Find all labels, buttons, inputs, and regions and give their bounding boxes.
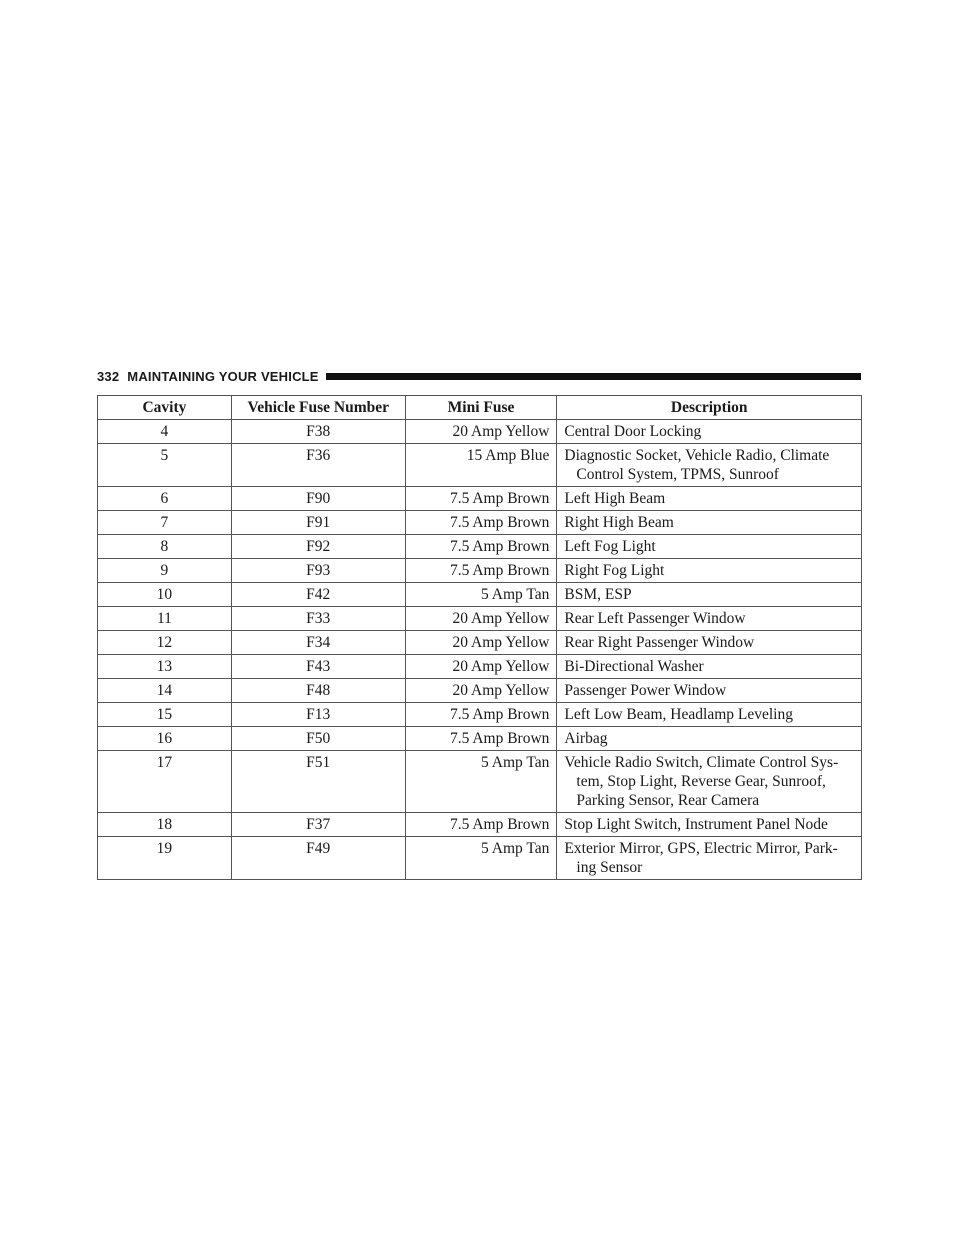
description-cell (557, 751, 862, 813)
fuse-number-cell: F13 (231, 703, 405, 727)
cavity-cell: 19 (98, 837, 232, 880)
description-line: Airbag (564, 730, 608, 747)
table-row (98, 511, 862, 535)
fuse-number-cell: F37 (231, 813, 405, 837)
table-row (98, 487, 862, 511)
description-line: tem, Stop Light, Reverse Gear, Sunroof, (576, 773, 826, 790)
description-line: Central Door Locking (564, 423, 702, 440)
description-cell (557, 703, 862, 727)
fuse-number-cell: F51 (231, 751, 405, 813)
description-line: Parking Sensor, Rear Camera (576, 792, 760, 809)
cavity-cell: 9 (98, 559, 232, 583)
mini-fuse-cell: 7.5 Amp Brown (405, 535, 557, 559)
fuse-number-cell: F91 (231, 511, 405, 535)
cavity-cell: 17 (98, 751, 232, 813)
cavity-cell: 8 (98, 535, 232, 559)
table-row (98, 655, 862, 679)
description-line: Rear Left Passenger Window (564, 610, 746, 627)
fuse-number-cell: F43 (231, 655, 405, 679)
description-cell (557, 837, 862, 880)
description-line: Right High Beam (564, 514, 674, 531)
table-row (98, 679, 862, 703)
mini-fuse-cell: 5 Amp Tan (405, 837, 557, 880)
mini-fuse-cell: 7.5 Amp Brown (405, 511, 557, 535)
cavity-cell: 6 (98, 487, 232, 511)
column-header-mini-fuse: Mini Fuse (405, 396, 557, 420)
header-rule (326, 373, 861, 380)
table-row (98, 813, 862, 837)
description-line: Passenger Power Window (564, 682, 727, 699)
table-row (98, 420, 862, 444)
mini-fuse-cell: 20 Amp Yellow (405, 655, 557, 679)
mini-fuse-cell: 20 Amp Yellow (405, 607, 557, 631)
cavity-cell: 12 (98, 631, 232, 655)
description-cell (557, 444, 862, 487)
fuse-number-cell: F50 (231, 727, 405, 751)
mini-fuse-cell: 20 Amp Yellow (405, 679, 557, 703)
fuse-number-cell: F92 (231, 535, 405, 559)
fuse-number-cell: F38 (231, 420, 405, 444)
mini-fuse-cell: 5 Amp Tan (405, 583, 557, 607)
table-body (98, 420, 862, 880)
fuse-number-cell: F42 (231, 583, 405, 607)
fuse-number-cell: F93 (231, 559, 405, 583)
page-header (97, 367, 861, 385)
description-line: Diagnostic Socket, Vehicle Radio, Climate (564, 447, 830, 464)
column-header-vehicle-fuse-number: Vehicle Fuse Number (231, 396, 405, 420)
fuse-number-cell: F49 (231, 837, 405, 880)
description-line: Left High Beam (564, 490, 666, 507)
fuse-number-cell: F90 (231, 487, 405, 511)
description-cell (557, 511, 862, 535)
cavity-cell: 13 (98, 655, 232, 679)
table-row (98, 837, 862, 880)
cavity-cell: 16 (98, 727, 232, 751)
description-line: Control System, TPMS, Sunroof (576, 466, 779, 483)
mini-fuse-cell: 7.5 Amp Brown (405, 487, 557, 511)
description-line: Vehicle Radio Switch, Climate Control Sys- (564, 754, 839, 771)
table-row (98, 607, 862, 631)
table-row (98, 703, 862, 727)
description-cell (557, 420, 862, 444)
section-title: MAINTAINING YOUR VEHICLE (127, 368, 319, 384)
description-cell (557, 631, 862, 655)
description-cell (557, 487, 862, 511)
cavity-cell: 4 (98, 420, 232, 444)
table-row (98, 444, 862, 487)
table-row (98, 631, 862, 655)
column-header-cavity: Cavity (98, 396, 232, 420)
cavity-cell: 14 (98, 679, 232, 703)
table-row (98, 751, 862, 813)
cavity-cell: 11 (98, 607, 232, 631)
description-cell (557, 679, 862, 703)
description-line: Stop Light Switch, Instrument Panel Node (564, 816, 828, 833)
description-cell (557, 813, 862, 837)
mini-fuse-cell: 5 Amp Tan (405, 751, 557, 813)
fuse-table (97, 395, 862, 880)
fuse-number-cell: F34 (231, 631, 405, 655)
mini-fuse-cell: 20 Amp Yellow (405, 420, 557, 444)
description-cell (557, 583, 862, 607)
table-row (98, 535, 862, 559)
mini-fuse-cell: 7.5 Amp Brown (405, 559, 557, 583)
cavity-cell: 7 (98, 511, 232, 535)
description-line: ing Sensor (576, 859, 643, 876)
description-line: Right Fog Light (564, 562, 665, 579)
cavity-cell: 18 (98, 813, 232, 837)
description-cell (557, 655, 862, 679)
description-cell (557, 727, 862, 751)
page-number: 332 (97, 368, 120, 384)
mini-fuse-cell: 7.5 Amp Brown (405, 703, 557, 727)
cavity-cell: 5 (98, 444, 232, 487)
table-row (98, 583, 862, 607)
fuse-number-cell: F36 (231, 444, 405, 487)
fuse-number-cell: F48 (231, 679, 405, 703)
description-cell (557, 559, 862, 583)
table-row (98, 727, 862, 751)
mini-fuse-cell: 7.5 Amp Brown (405, 727, 557, 751)
cavity-cell: 15 (98, 703, 232, 727)
description-cell (557, 535, 862, 559)
mini-fuse-cell: 20 Amp Yellow (405, 631, 557, 655)
description-line: Left Low Beam, Headlamp Leveling (564, 706, 793, 723)
column-header-description: Description (557, 396, 862, 420)
mini-fuse-cell: 7.5 Amp Brown (405, 813, 557, 837)
fuse-number-cell: F33 (231, 607, 405, 631)
description-line: Left Fog Light (564, 538, 656, 555)
mini-fuse-cell: 15 Amp Blue (405, 444, 557, 487)
description-line: Exterior Mirror, GPS, Electric Mirror, Park- (564, 840, 838, 857)
description-line: BSM, ESP (564, 586, 632, 603)
description-line: Bi-Directional Washer (564, 658, 704, 675)
description-line: Rear Right Passenger Window (564, 634, 755, 651)
table-row (98, 559, 862, 583)
description-cell (557, 607, 862, 631)
table-header-row (98, 396, 862, 420)
cavity-cell: 10 (98, 583, 232, 607)
